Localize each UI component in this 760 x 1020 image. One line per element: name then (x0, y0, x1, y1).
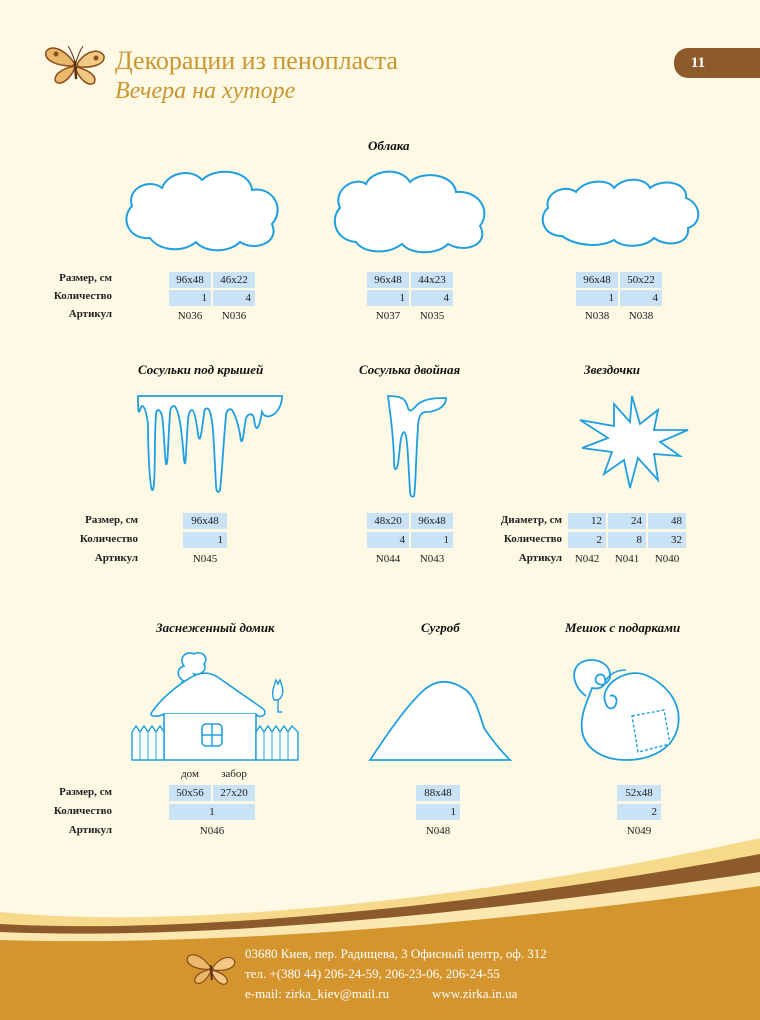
cloud-shape-3 (538, 178, 700, 246)
cloud3-qty-2: 4 (620, 290, 662, 306)
section-title-clouds: Облака (368, 138, 410, 153)
butterfly-logo-icon (42, 38, 108, 88)
house-sublabel: дом (181, 768, 199, 780)
stars-art-2: N041 (614, 553, 640, 565)
footer-website[interactable]: www.zirka.in.ua (432, 986, 518, 1001)
cloud1-size-1: 96x48 (169, 272, 211, 288)
cloud1-qty-2: 4 (213, 290, 255, 306)
label-article: Артикул (68, 308, 112, 320)
icicles-roof-qty: 1 (183, 532, 227, 548)
label-quantity-4: Количество (53, 805, 112, 817)
gift-bag-art: N049 (626, 825, 652, 837)
label-article-3: Артикул (518, 552, 562, 564)
icicle-double-shape (386, 394, 448, 498)
cloud1-art-1: N036 (177, 310, 203, 322)
label-quantity-2: Количество (79, 533, 138, 545)
fence-sublabel: забор (221, 768, 247, 780)
house-size-1: 50x56 (169, 785, 211, 801)
label-size-4: Размер, см (59, 786, 112, 798)
cloud1-art-2: N036 (221, 310, 247, 322)
house-qty: 1 (169, 804, 255, 820)
house-size-2: 27x20 (213, 785, 255, 801)
cloud2-size-2: 44x23 (411, 272, 453, 288)
house-art: N046 (199, 825, 225, 837)
footer-address: 03680 Киев, пер. Радищева, 3 Офисный центр, оф. 312 (245, 946, 547, 961)
footer-phone: тел. +(380 44) 206-24-59, 206-23-06, 206-24-55 (245, 966, 500, 981)
cloud-shape-1 (120, 168, 286, 252)
stars-size-2: 24 (608, 513, 646, 529)
gift-bag-qty: 2 (617, 804, 661, 820)
snowdrift-shape (366, 676, 512, 762)
label-article-2: Артикул (94, 552, 138, 564)
cloud1-qty-1: 1 (169, 290, 211, 306)
cloud2-art-2: N035 (419, 310, 445, 322)
cloud3-art-1: N038 (584, 310, 610, 322)
stars-art-3: N040 (654, 553, 680, 565)
section-title-icicle-double: Сосулька двойная (359, 362, 461, 377)
icicles-roof-art: N045 (192, 553, 218, 565)
page-subtitle: Вечера на хуторе (115, 78, 296, 104)
cloud-shape-2 (330, 168, 492, 254)
icicle-double-art-2: N043 (419, 553, 445, 565)
stars-qty-1: 2 (568, 532, 606, 548)
cloud3-size-2: 50x22 (620, 272, 662, 288)
stars-qty-2: 8 (608, 532, 646, 548)
icicle-double-qty-2: 1 (411, 532, 453, 548)
page-number: 11 (690, 55, 706, 71)
section-title-icicles-roof: Сосульки под крышей (138, 362, 264, 377)
section-title-house: Заснеженный домик (156, 620, 275, 635)
icicles-roof-shape (136, 394, 284, 498)
page-title: Декорации из пенопласта (115, 46, 398, 75)
icicle-double-size-1: 48x20 (367, 513, 409, 529)
stars-qty-3: 32 (648, 532, 686, 548)
cloud3-art-2: N038 (628, 310, 654, 322)
label-quantity: Количество (53, 290, 112, 302)
section-title-snowdrift: Сугроб (421, 620, 460, 635)
star-shape (574, 394, 692, 490)
label-diameter: Диаметр, см (500, 514, 562, 526)
section-title-gift-bag: Мешок с подарками (565, 620, 681, 635)
label-article-4: Артикул (68, 824, 112, 836)
footer-butterfly-icon (184, 944, 238, 990)
label-size-2: Размер, см (85, 514, 138, 526)
label-size: Размер, см (59, 272, 112, 284)
cloud3-qty-1: 1 (576, 290, 618, 306)
icicles-roof-size: 96x48 (183, 513, 227, 529)
footer-email[interactable]: e-mail: zirka_kiev@mail.ru (245, 986, 390, 1001)
cloud2-qty-2: 4 (411, 290, 453, 306)
cloud2-art-1: N037 (375, 310, 401, 322)
icicle-double-art-1: N044 (375, 553, 401, 565)
icicle-double-size-2: 96x48 (411, 513, 453, 529)
snowdrift-size: 88x48 (416, 785, 460, 801)
gift-bag-size: 52x48 (617, 785, 661, 801)
gift-bag-shape (566, 656, 686, 764)
cloud2-size-1: 96x48 (367, 272, 409, 288)
cloud3-size-1: 96x48 (576, 272, 618, 288)
cloud2-qty-1: 1 (367, 290, 409, 306)
cloud1-size-2: 46x22 (213, 272, 255, 288)
snowdrift-art: N048 (425, 825, 451, 837)
stars-size-1: 12 (568, 513, 606, 529)
label-quantity-3: Количество (503, 533, 562, 545)
stars-size-3: 48 (648, 513, 686, 529)
section-title-stars: Звездочки (584, 362, 641, 377)
house-shape (130, 646, 302, 764)
stars-art-1: N042 (574, 553, 600, 565)
snowdrift-qty: 1 (416, 804, 460, 820)
icicle-double-qty-1: 4 (367, 532, 409, 548)
